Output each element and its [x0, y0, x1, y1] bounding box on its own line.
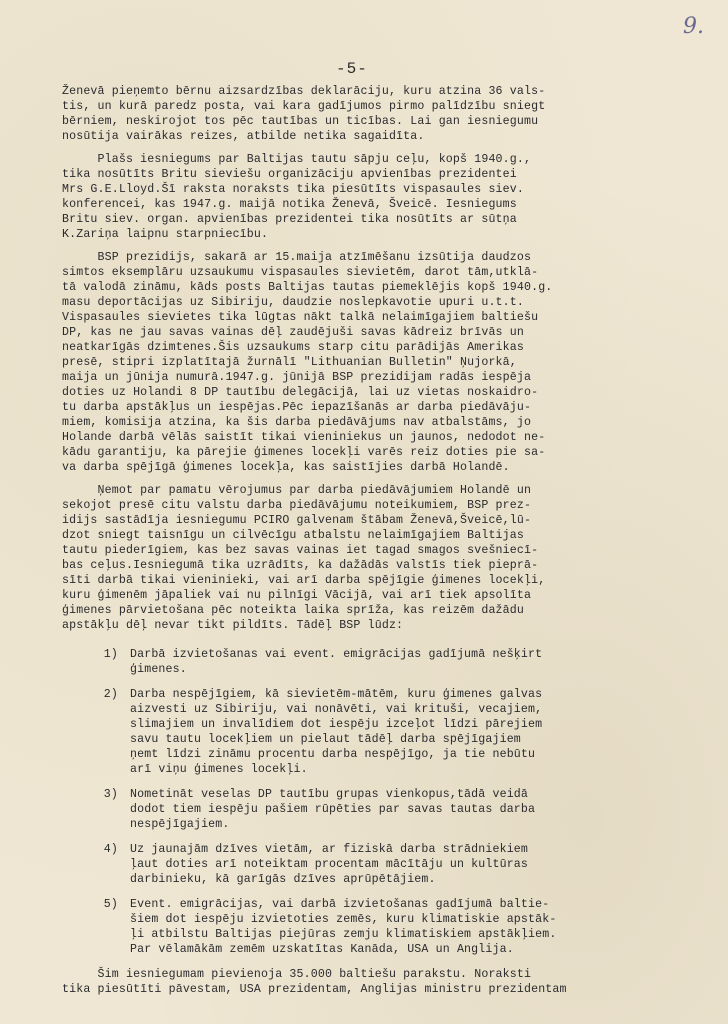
text-line: tautu piederīgiem, kas bez savas vainas iet tagad smagos svešniecī-	[62, 544, 539, 557]
text-line: Holande darbā vēlās saistīt tikai vieniniekus un jaunos, nedodot ne-	[62, 431, 546, 444]
text-line: nespējīgajiem.	[130, 818, 230, 831]
text-line: Britu siev. organ. apvienības prezidentei tika nosūtīts ar sūtņa	[62, 213, 517, 226]
text-line: neatkarīgās dzimtenes.Šis uzsaukums starp citu parādijās Amerikas	[62, 341, 524, 354]
text-line: Šim iesniegumam pievienoja 35.000 baltiešu parakstu. Noraksti	[62, 968, 532, 981]
corner-page-number: 9.	[683, 14, 704, 39]
text-line: tu darba apstākļus un iespējas.Pēc iepazīšanās ar darba piedāvāju-	[62, 401, 532, 414]
text-line: simtos eksemplāru uzsaukumu vispasaules sievietēm, darot tām,utklā-	[62, 266, 539, 279]
text-line: tā valodā zināmu, kāds posts Baltijas tautas piemeklējis kopš 1940.g.	[62, 281, 553, 294]
paragraph	[62, 152, 698, 242]
list-item-number: 5)	[103, 898, 118, 911]
text-line: aizvesti uz Sibiriju, vai nonāvēti, vai krituši, vecajiem,	[130, 703, 543, 716]
text-line: tika nosūtīts Britu sieviešu organizāciju apvienības prezidentei	[62, 168, 517, 181]
paragraph	[62, 250, 698, 475]
list-item	[62, 647, 698, 677]
list-item-number: 1)	[103, 648, 118, 661]
text-line: Nometināt veselas DP tautību grupas vienkopus,tādā veidā	[130, 788, 529, 801]
paragraph	[62, 84, 698, 144]
request-list	[62, 647, 698, 957]
text-line: DP, kas ne jau savas vainas dēļ zaudējuši savas kādreiz brīvās un	[62, 326, 524, 339]
text-line: nosūtija vairākas reizes, atbilde netika sagaidīta.	[62, 130, 425, 143]
text-line: Uz jaunajām dzīves vietām, ar fiziskā darba strādniekiem	[130, 843, 529, 856]
text-line: ļaut doties arī noteiktam procentam mācītāju un kultūras	[130, 858, 529, 871]
text-line: šiem dot iespēju izvietoties zemēs, kuru klimatiskie apstāk-	[130, 913, 557, 926]
list-item	[62, 787, 698, 832]
text-line: Mrs G.E.Lloyd.Šī raksta noraksts tika piesūtīts vispasaules siev.	[62, 183, 524, 196]
document-body	[62, 84, 698, 997]
text-line: BSP prezidijs, sakarā ar 15.maija atzīmēšanu izsūtija daudzos	[62, 251, 532, 264]
text-line: Par vēlamākām zemēm uzskatītas Kanāda, USA un Anglija.	[130, 943, 514, 956]
list-item-text	[130, 647, 698, 677]
list-item-text	[130, 897, 698, 957]
closing-paragraph	[62, 967, 698, 997]
text-line: dzot sniegt taisnīgu un cilvēcīgu atbalstu nelaimīgajiem Baltijas	[62, 529, 524, 542]
text-line: masu deportācijas uz Sibiriju, daudzie noslepkavotie upuri u.t.t.	[62, 296, 524, 309]
list-item	[62, 897, 698, 957]
text-line: Event. emigrācijas, vai darbā izvietošanas gadījumā baltie-	[130, 898, 550, 911]
text-line: Darba nespējīgiem, kā sievietēm-mātēm, kuru ģimenes galvas	[130, 688, 543, 701]
text-line: presē, stipri izplatītajā žurnālī "Lithuanian Bulletin" Ņujorkā,	[62, 356, 517, 369]
text-line: darbinieku, kā garīgās dzīves aprūpētājiem.	[130, 873, 436, 886]
text-line: savu tautu locekļiem un pielaut tādēļ darba spējīgajiem	[130, 733, 521, 746]
text-line: ļi atbilstu Baltijas piejūras zemju klimatiskiem apstākļiem.	[130, 928, 557, 941]
text-line: sekojot presē citu valstu darba piedāvājumu noteikumiem, BSP prez-	[62, 499, 532, 512]
text-line: idijs sastādīja iesniegumu PCIRO galvenam štābam Ženevā,Šveicē,lū-	[62, 514, 532, 527]
list-item	[62, 687, 698, 777]
paragraph	[62, 483, 698, 633]
text-line: Ņemot par pamatu vērojumus par darba piedāvājumiem Holandē un	[62, 484, 532, 497]
list-item-number: 2)	[103, 688, 118, 701]
paragraphs	[62, 84, 698, 641]
text-line: kādu garantiju, ka pārejie ģimenes locekļi varēs reiz doties pie sa-	[62, 446, 546, 459]
text-line: Plašs iesniegums par Baltijas tautu sāpju ceļu, kopš 1940.g.,	[62, 153, 532, 166]
list-item-text	[130, 842, 698, 887]
text-line: bērniem, neskirojot tos pēc tautības un ticības. Lai gan iesniegumu	[62, 115, 539, 128]
text-line: K.Zariņa laipnu starpniecību.	[62, 228, 269, 241]
list-item-number: 4)	[103, 843, 118, 856]
text-line: Vispasaules sievietes tika lūgtas nākt talkā nelaimīgajiem baltiešu	[62, 311, 539, 324]
list-item-number: 3)	[103, 788, 118, 801]
text-line: tis, un kurā paredz posta, vai kara gadījumos pirmo palīdzību sniegt	[62, 100, 546, 113]
text-line: Darbā izvietošanas vai event. emigrācijas gadījumā nešķirt	[130, 648, 543, 661]
text-line: ņemt līdzi zināmu procentu darba nespējīgo, ja tie nebūtu	[130, 748, 536, 761]
page-number: -5-	[336, 60, 368, 78]
text-line: maija un jūnija numurā.1947.g. jūnijā BSP prezidijam radās iespēja	[62, 371, 532, 384]
text-line: va darba spējīgā ģimenes locekļa, kas saistījies darbā Holandē.	[62, 461, 510, 474]
text-line: dodot tiem iespēju pašiem rūpēties par savas tautas darba	[130, 803, 536, 816]
text-line: Ženevā pieņemto bērnu aizsardzības deklarāciju, kuru atzina 36 vals-	[62, 85, 546, 98]
text-line: doties uz Holandi 8 DP tautību delegācijā, lai uz vietas noskaidro-	[62, 386, 539, 399]
text-line: arī viņu ģimenes locekļi.	[130, 763, 308, 776]
text-line: slimajiem un invalīdiem dot iespēju izceļot līdzi pārejiem	[130, 718, 543, 731]
text-line: apstākļu dēļ nevar tikt pildīts. Tādēļ BSP lūdz:	[62, 619, 404, 632]
text-line: sīti darbā tikai vieninieki, vai arī darba spējīgie ģimenes locekļi,	[62, 574, 546, 587]
text-line: tika piesūtīti pāvestam, USA prezidentam, Anglijas ministru prezidentam	[62, 983, 567, 996]
list-item	[62, 842, 698, 887]
text-line: konferencei, kas 1947.g. maijā notika Ženevā, Šveicē. Iesniegums	[62, 198, 517, 211]
text-line: kuru ģimenēm jāpaliek vai nu pilnīgi Vācijā, vai arī tiek apsolīta	[62, 589, 532, 602]
text-line: miem, komisija atzina, ka šis darba piedāvājums nav atbalstāms, jo	[62, 416, 532, 429]
list-item-text	[130, 787, 698, 832]
list-item-text	[130, 687, 698, 777]
text-line: ģimenes pārvietošana pēc noteikta laika sprīža, kas reizēm dažādu	[62, 604, 524, 617]
text-line: ģimenes.	[130, 663, 187, 676]
text-line: bas ceļus.Iesniegumā tika uzrādīts, ka dažādās valstīs tiek pieprā-	[62, 559, 539, 572]
